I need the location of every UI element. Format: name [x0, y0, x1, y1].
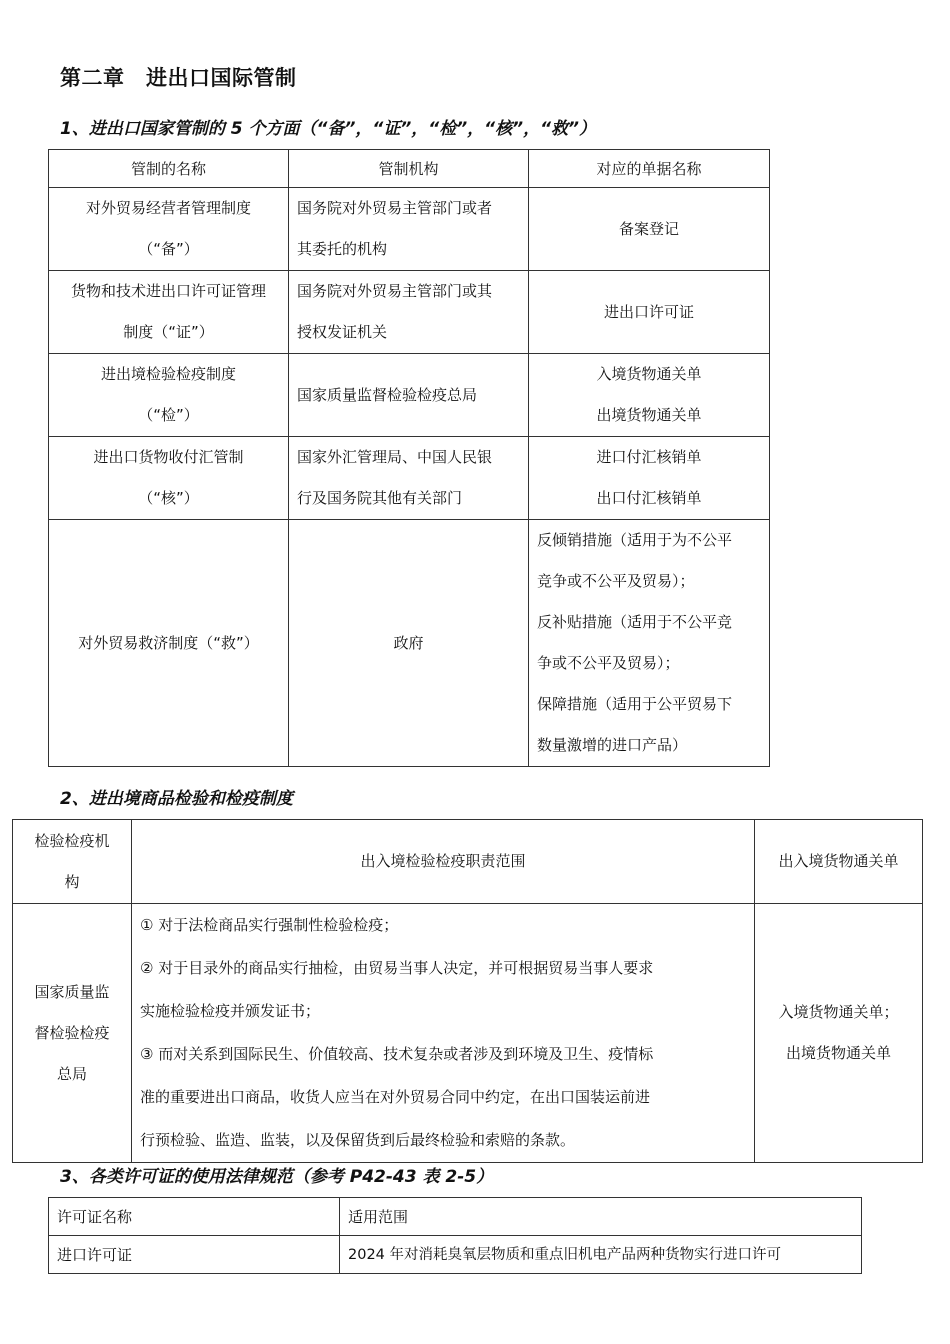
- control-name-cell: 对外贸易救济制度（“救”）: [49, 520, 289, 767]
- header-cell: 对应的单据名称: [529, 150, 770, 188]
- license-scope-cell: 2024 年对消耗臭氧层物质和重点旧机电产品两种货物实行进口许可: [340, 1236, 862, 1274]
- control-agency-cell: 国家外汇管理局、中国人民银 行及国务院其他有关部门: [289, 437, 529, 520]
- inspection-table: [12, 819, 923, 1163]
- table-row: [49, 354, 770, 437]
- header-cell: 许可证名称: [49, 1198, 340, 1236]
- table-row: [49, 188, 770, 271]
- table-header-row: [13, 820, 923, 904]
- header-cell: 出入境检验检疫职责范围: [132, 820, 755, 904]
- table-row: [49, 520, 770, 767]
- header-cell: 出入境货物通关单: [755, 820, 923, 904]
- control-agency-cell: 国家质量监督检验检疫总局: [289, 354, 529, 437]
- section2-heading: 2、进出境商品检验和检疫制度: [60, 789, 293, 809]
- control-name-cell: 进出口货物收付汇管制 （“核”）: [49, 437, 289, 520]
- table-row: [49, 271, 770, 354]
- control-agency-cell: 国务院对外贸易主管部门或者 其委托的机构: [289, 188, 529, 271]
- table-header-row: [49, 1198, 862, 1236]
- inspection-agency-cell: 国家质量监 督检验检疫 总局: [13, 904, 132, 1163]
- table-header-row: [49, 150, 770, 188]
- header-cell: 管制机构: [289, 150, 529, 188]
- control-docs-cell: 反倾销措施（适用于为不公平 竞争或不公平及贸易）； 反补贴措施（适用于不公平竞 争或不公平及贸易）； 保障措施（适用于公平贸易下 数量激增的进口产品）: [529, 520, 770, 767]
- inspection-docs-cell: 入境货物通关单； 出境货物通关单: [755, 904, 923, 1163]
- header-cell: 检验检疫机 构: [13, 820, 132, 904]
- inspection-scope-cell: ① 对于法检商品实行强制性检验检疫； ② 对于目录外的商品实行抽检，由贸易当事人决定，并可根据贸易当事人要求 实施检验检疫并颁发证书； ③ 而对关系到国际民生、价值较高、技术复杂或者涉及到环境及卫生、疫情标 准的重要进出口商品，收货人应当在对外贸易合同中约定，在出口国装运前进 行预检验、监造、监装，以及保留货到后最终检验和索赔的条款。: [132, 904, 755, 1163]
- header-cell: 适用范围: [340, 1198, 862, 1236]
- control-name-cell: 货物和技术进出口许可证管理 制度（“证”）: [49, 271, 289, 354]
- control-agency-cell: 国务院对外贸易主管部门或其 授权发证机关: [289, 271, 529, 354]
- table-row: [49, 437, 770, 520]
- chapter-title: 第二章 进出口国际管制: [60, 66, 297, 90]
- license-table: [48, 1197, 862, 1274]
- control-docs-cell: 备案登记: [529, 188, 770, 271]
- control-name-cell: 进出境检验检疫制度 （“检”）: [49, 354, 289, 437]
- control-docs-cell: 入境货物通关单 出境货物通关单: [529, 354, 770, 437]
- section3-heading: 3、各类许可证的使用法律规范（参考 P42-43 表 2-5）: [60, 1167, 494, 1187]
- control-table: [48, 149, 770, 767]
- license-name-cell: 进口许可证: [49, 1236, 340, 1274]
- section1-heading: 1、进出口国家管制的 5 个方面（“备”，“证”，“检”，“核”，“救”）: [60, 119, 596, 139]
- table-row: [49, 1236, 862, 1274]
- control-docs-cell: 进口付汇核销单 出口付汇核销单: [529, 437, 770, 520]
- control-docs-cell: 进出口许可证: [529, 271, 770, 354]
- table-row: [13, 904, 923, 1163]
- control-name-cell: 对外贸易经营者管理制度 （“备”）: [49, 188, 289, 271]
- header-cell: 管制的名称: [49, 150, 289, 188]
- control-agency-cell: 政府: [289, 520, 529, 767]
